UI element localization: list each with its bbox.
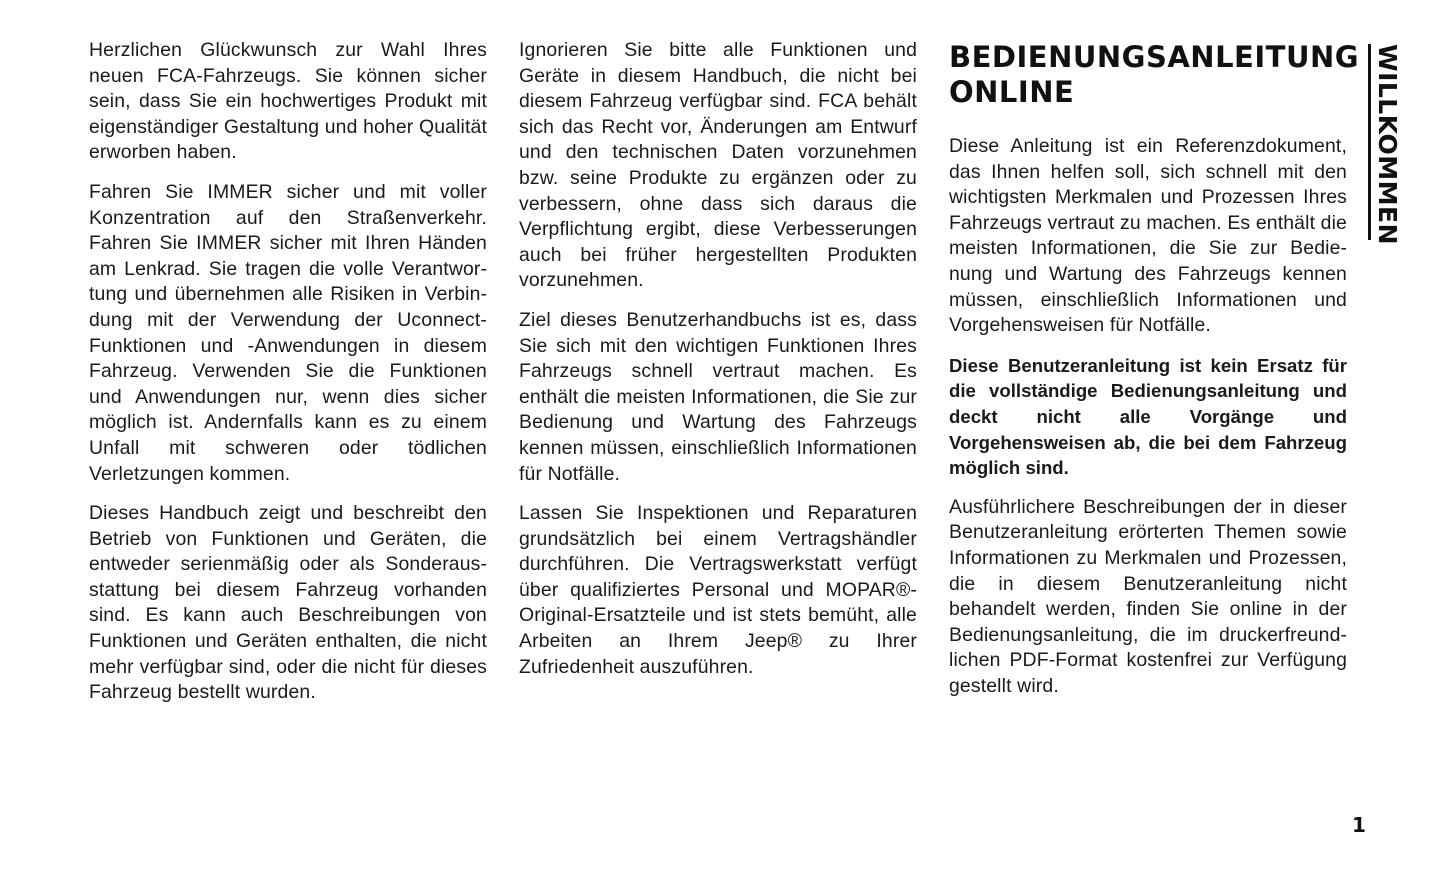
chapter-tab: [1368, 44, 1402, 245]
text-column-right: [949, 38, 1360, 713]
paragraph-online-manual: Ausführlichere Beschreibungen der in dieser Benutzeranleitung erörterten Themen sowie Informationen zu Merkmalen und Prozessen, die in diesem Benutzeranleitung nicht behandelt werden, finden Sie online in der Bedienungsanleitung, die im druckerfreundlichen PDF-Format kostenfrei zur Verfügung gestellt wird.: [949, 495, 1347, 697]
paragraph-ignore-features: Ignorieren Sie bitte alle Funktionen und Geräte in diesem Handbuch, die nicht bei diesem Fahrzeug verfügbar sind. FCA behält sich das Recht vor, Änderungen am Entwurf und den technischen Daten vorzunehmen bzw. seine Produkte zu ergänzen oder zu verbessern, ohne dass sich daraus die Verpflichtung ergibt, diese Verbesserungen auch bei früher hergestellten Produkten vorzunehmen.: [519, 39, 917, 292]
chapter-tab-rule: [1368, 44, 1371, 240]
section-heading: BEDIENUNGSANLEITUNG ONLINE: [949, 40, 1360, 109]
chapter-tab-label: WILLKOMMEN: [1373, 44, 1402, 245]
paragraph-disclaimer: Diese Benutzeranleitung ist kein Ersatz für die vollständige Bedienungsanleitung und deckt nicht alle Vorgänge und Vorgehensweisen ab, die bei dem Fahrzeug möglich sind.: [949, 354, 1347, 479]
page-number: 1: [1352, 813, 1366, 837]
text-column-left: [89, 38, 487, 720]
paragraph-safe-driving: Fahren Sie IMMER sicher und mit voller Konzentration auf den Straßenverkehr. Fahren Sie IMMER sicher mit Ihren Händen am Lenkrad. Sie tragen die volle Verantwortung und übernehmen alle Risiken in Verbindung mit der Verwendung der Uconnect-Funktionen und -Anwendungen in diesem Fahrzeug. Verwenden Sie die Funktionen und Anwendungen nur, wenn dies sicher möglich ist. Andernfalls kann es zu einem Unfall mit schweren oder tödlichen Verletzungen kommen.: [89, 180, 487, 485]
text-column-middle: [519, 38, 917, 694]
paragraph-congratulations: Herzlichen Glückwunsch zur Wahl Ihres neuen FCA-Fahrzeugs. Sie können sicher sein, dass Sie ein hochwertiges Produkt mit eigenständiger Gestaltung und hoher Qualität erworben haben.: [89, 39, 487, 164]
paragraph-reference-document: Diese Anleitung ist ein Referenzdokument, das Ihnen helfen soll, sich schnell mit den wichtigsten Merkmalen und Prozessen Ihres Fahrzeugs vertraut zu machen. Es enthält die meisten Informationen, die Sie zur Bedienung und Wartung des Fahrzeugs kennen müssen, einschließlich Informationen und Vorgehensweisen für Notfälle.: [949, 135, 1347, 337]
paragraph-manual-goal: Ziel dieses Benutzerhandbuchs ist es, dass Sie sich mit den wichtigen Funktionen Ihres Fahrzeugs schnell vertraut machen. Es enthält die meisten Informationen, die Sie zur Bedienung und Wartung des Fahrzeugs kennen müssen, einschließlich Informationen für Notfälle.: [519, 308, 917, 485]
paragraph-dealer-service: Lassen Sie Inspektionen und Reparaturen grundsätzlich bei einem Vertragshändler durchführen. Die Vertragswerkstatt verfügt über qualifiziertes Personal und MOPAR®-Original-Ersatzteile und ist stets bemüht, alle Arbeiten an Ihrem Jeep® zu Ihrer Zufriedenheit auszuführen.: [519, 502, 917, 678]
paragraph-manual-scope: Dieses Handbuch zeigt und beschreibt den Betrieb von Funktionen und Geräten, die entweder serienmäßig oder als Sonderausstattung bei diesem Fahrzeug vorhanden sind. Es kann auch Beschreibungen von Funktionen und Geräten enthalten, die nicht mehr verfügbar sind, oder die nicht für dieses Fahrzeug bestellt wurden.: [89, 502, 487, 704]
